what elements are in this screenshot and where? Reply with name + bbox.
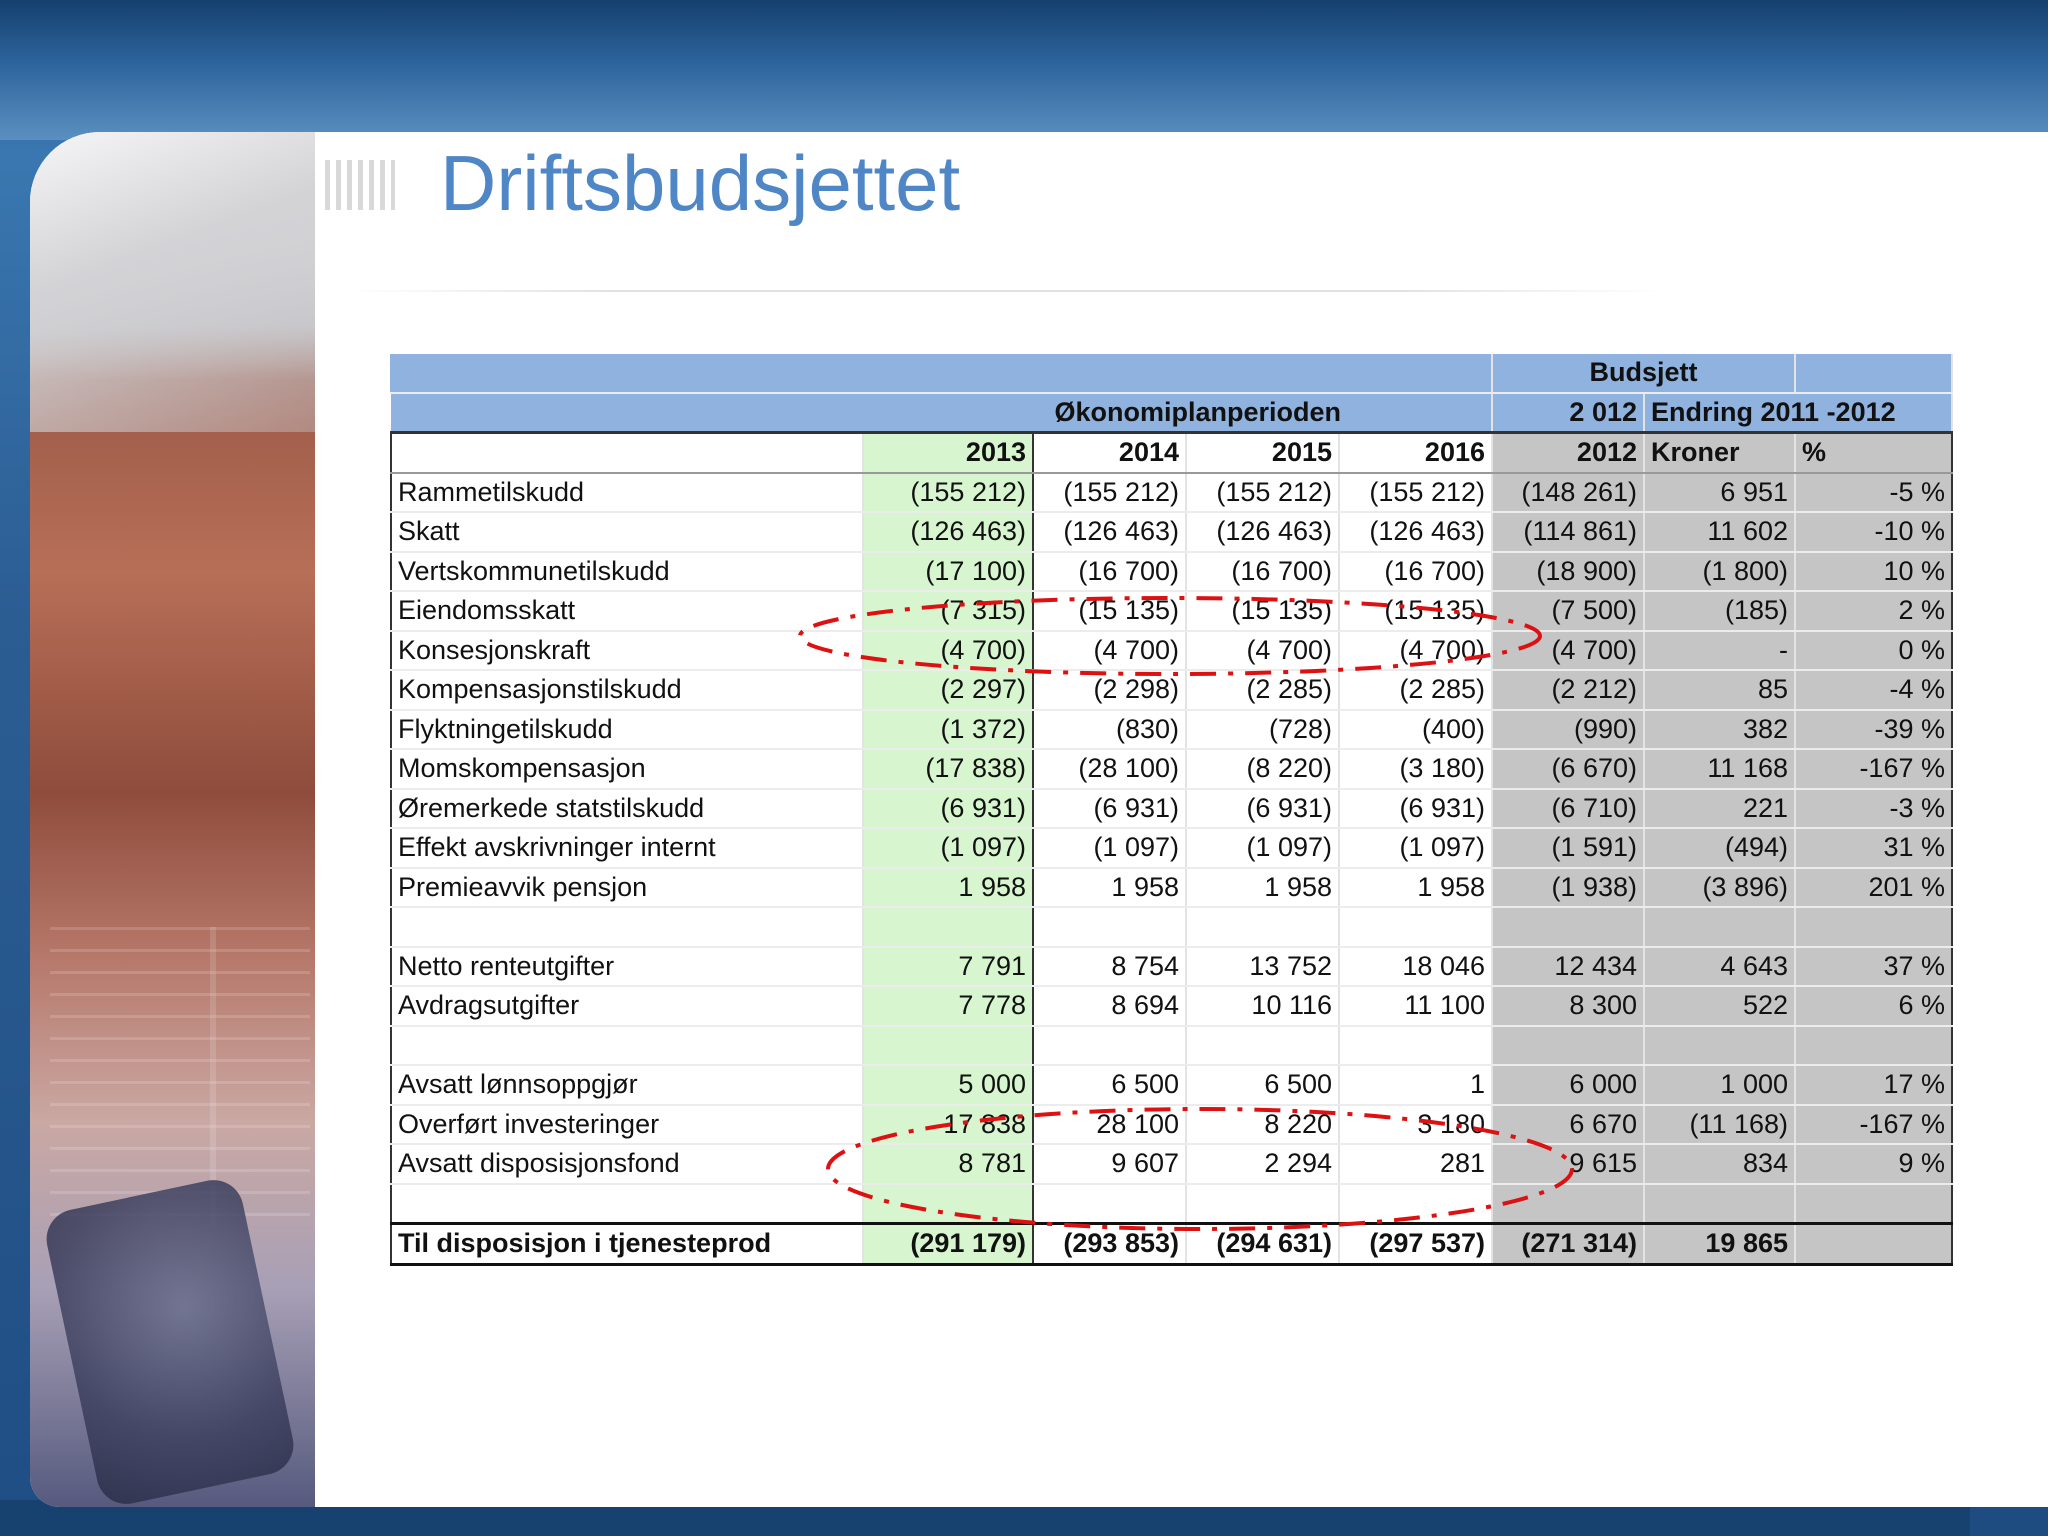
value-2015: (8 220): [1186, 749, 1339, 789]
value-2013: (2 297): [863, 670, 1033, 710]
column-header-percent: %: [1795, 433, 1952, 473]
table-row: [391, 828, 1952, 868]
value-2012: (1 938): [1492, 868, 1644, 908]
table-row: [391, 1184, 1952, 1224]
value-2014: 9 607: [1033, 1144, 1186, 1184]
total-row-label: Til disposisjon i tjenesteprod: [391, 1224, 863, 1265]
row-label: Eiendomsskatt: [391, 591, 863, 631]
value-2012: [1492, 1184, 1644, 1224]
table-row: [391, 789, 1952, 829]
table-row: [391, 710, 1952, 750]
row-label: Flyktningetilskudd: [391, 710, 863, 750]
value-2015: 8 220: [1186, 1105, 1339, 1145]
value-2012: 6 000: [1492, 1065, 1644, 1105]
value-2014: [1033, 1026, 1186, 1066]
value-2015: (1 097): [1186, 828, 1339, 868]
change-kroner: 4 643: [1644, 947, 1795, 987]
row-label: Overført investeringer: [391, 1105, 863, 1145]
value-2014: (15 135): [1033, 591, 1186, 631]
row-label: Momskompensasjon: [391, 749, 863, 789]
value-2013: 7 778: [863, 986, 1033, 1026]
value-2016: (155 212): [1339, 473, 1492, 513]
change-percent: -4 %: [1795, 670, 1952, 710]
change-percent: 9 %: [1795, 1144, 1952, 1184]
total-value-2016: (297 537): [1339, 1224, 1492, 1265]
value-2016: 281: [1339, 1144, 1492, 1184]
budget-year-header: 2 012: [1492, 393, 1644, 433]
value-2015: (126 463): [1186, 512, 1339, 552]
change-percent: 6 %: [1795, 986, 1952, 1026]
table-row: [391, 1144, 1952, 1184]
value-2015: 1 958: [1186, 868, 1339, 908]
change-percent: [1795, 1026, 1952, 1066]
top-banner: [0, 0, 2048, 140]
value-2012: (6 670): [1492, 749, 1644, 789]
value-2014: (830): [1033, 710, 1186, 750]
value-2013: (4 700): [863, 631, 1033, 671]
change-kroner: (185): [1644, 591, 1795, 631]
value-2016: 3 180: [1339, 1105, 1492, 1145]
value-2014: (4 700): [1033, 631, 1186, 671]
column-header-row: [391, 433, 1952, 473]
departure-board: [50, 927, 310, 1227]
value-2012: [1492, 1026, 1644, 1066]
column-header-kroner: Kroner: [1644, 433, 1795, 473]
table-row: [391, 670, 1952, 710]
column-header-2013: 2013: [863, 433, 1033, 473]
total-value-2014: (293 853): [1033, 1224, 1186, 1265]
value-2016: 11 100: [1339, 986, 1492, 1026]
change-percent: 17 %: [1795, 1065, 1952, 1105]
value-2013: (17 838): [863, 749, 1033, 789]
change-kroner: [1644, 907, 1795, 947]
change-percent: 0 %: [1795, 631, 1952, 671]
change-kroner: 382: [1644, 710, 1795, 750]
change-percent: [1795, 1184, 1952, 1224]
column-header-2016: 2016: [1339, 433, 1492, 473]
value-2012: (114 861): [1492, 512, 1644, 552]
table-row: [391, 631, 1952, 671]
change-kroner: (11 168): [1644, 1105, 1795, 1145]
total-value-2012: (271 314): [1492, 1224, 1644, 1265]
change-kroner: 834: [1644, 1144, 1795, 1184]
value-2013: (1 097): [863, 828, 1033, 868]
value-2012: 6 670: [1492, 1105, 1644, 1145]
value-2013: 8 781: [863, 1144, 1033, 1184]
change-percent: -3 %: [1795, 789, 1952, 829]
change-kroner: (494): [1644, 828, 1795, 868]
table-row: [391, 868, 1952, 908]
row-label: [391, 1026, 863, 1066]
value-2012: (4 700): [1492, 631, 1644, 671]
change-kroner: -: [1644, 631, 1795, 671]
row-label: Avsatt lønnsoppgjør: [391, 1065, 863, 1105]
value-2016: (1 097): [1339, 828, 1492, 868]
row-label: Rammetilskudd: [391, 473, 863, 513]
change-percent: 2 %: [1795, 591, 1952, 631]
row-label: Kompensasjonstilskudd: [391, 670, 863, 710]
value-2014: [1033, 1184, 1186, 1224]
row-label: Øremerkede statstilskudd: [391, 789, 863, 829]
change-header: Endring 2011 -2012: [1644, 393, 1952, 433]
value-2012: (7 500): [1492, 591, 1644, 631]
column-header-2014: 2014: [1033, 433, 1186, 473]
value-2016: (400): [1339, 710, 1492, 750]
column-header-2015: 2015: [1186, 433, 1339, 473]
value-2016: 1: [1339, 1065, 1492, 1105]
row-label: [391, 907, 863, 947]
total-value-2015: (294 631): [1186, 1224, 1339, 1265]
change-kroner: (3 896): [1644, 868, 1795, 908]
value-2013: (1 372): [863, 710, 1033, 750]
value-2016: [1339, 1184, 1492, 1224]
total-change-kroner: 19 865: [1644, 1224, 1795, 1265]
header-row-group: [391, 393, 1952, 433]
value-2015: (155 212): [1186, 473, 1339, 513]
value-2013: (17 100): [863, 552, 1033, 592]
value-2016: 18 046: [1339, 947, 1492, 987]
title-divider: [345, 290, 1665, 292]
value-2014: (126 463): [1033, 512, 1186, 552]
table-row: [391, 947, 1952, 987]
title-grip-decoration: [325, 160, 395, 210]
value-2012: 12 434: [1492, 947, 1644, 987]
table-row: [391, 907, 1952, 947]
period-header: Økonomiplanperioden: [391, 393, 1492, 433]
value-2016: (4 700): [1339, 631, 1492, 671]
value-2013: 17 838: [863, 1105, 1033, 1145]
budget-header: Budsjett: [1492, 354, 1795, 393]
value-2014: (28 100): [1033, 749, 1186, 789]
change-percent: [1795, 907, 1952, 947]
value-2013: [863, 907, 1033, 947]
change-percent: -10 %: [1795, 512, 1952, 552]
row-label: Avsatt disposisjonsfond: [391, 1144, 863, 1184]
change-percent: -5 %: [1795, 473, 1952, 513]
value-2012: (6 710): [1492, 789, 1644, 829]
change-kroner: 11 602: [1644, 512, 1795, 552]
value-2016: (16 700): [1339, 552, 1492, 592]
value-2013: [863, 1184, 1033, 1224]
value-2013: 5 000: [863, 1065, 1033, 1105]
change-kroner: [1644, 1184, 1795, 1224]
table-row: [391, 749, 1952, 789]
header-row-top: [391, 354, 1952, 393]
value-2013: [863, 1026, 1033, 1066]
value-2013: (155 212): [863, 473, 1033, 513]
change-kroner: 11 168: [1644, 749, 1795, 789]
change-percent: 201 %: [1795, 868, 1952, 908]
value-2014: 1 958: [1033, 868, 1186, 908]
value-2014: (1 097): [1033, 828, 1186, 868]
value-2015: (2 285): [1186, 670, 1339, 710]
change-kroner: 221: [1644, 789, 1795, 829]
change-kroner: 6 951: [1644, 473, 1795, 513]
slide-title: Driftsbudsjettet: [440, 139, 961, 227]
value-2012: (148 261): [1492, 473, 1644, 513]
value-2013: (126 463): [863, 512, 1033, 552]
change-kroner: [1644, 1026, 1795, 1066]
table-row: [391, 1065, 1952, 1105]
value-2012: 9 615: [1492, 1144, 1644, 1184]
total-value-2013: (291 179): [863, 1224, 1033, 1265]
value-2016: [1339, 1026, 1492, 1066]
value-2014: (155 212): [1033, 473, 1186, 513]
value-2016: (3 180): [1339, 749, 1492, 789]
table-row: [391, 986, 1952, 1026]
change-percent: -167 %: [1795, 1105, 1952, 1145]
value-2012: (1 591): [1492, 828, 1644, 868]
value-2013: 7 791: [863, 947, 1033, 987]
row-label: Netto renteutgifter: [391, 947, 863, 987]
table-row: [391, 1105, 1952, 1145]
value-2015: [1186, 1026, 1339, 1066]
value-2015: (4 700): [1186, 631, 1339, 671]
value-2015: (15 135): [1186, 591, 1339, 631]
value-2014: (6 931): [1033, 789, 1186, 829]
value-2016: (15 135): [1339, 591, 1492, 631]
value-2014: (16 700): [1033, 552, 1186, 592]
value-2012: (990): [1492, 710, 1644, 750]
value-2014: (2 298): [1033, 670, 1186, 710]
value-2013: (6 931): [863, 789, 1033, 829]
value-2015: [1186, 907, 1339, 947]
value-2013: (7 315): [863, 591, 1033, 631]
value-2014: 8 694: [1033, 986, 1186, 1026]
value-2015: (16 700): [1186, 552, 1339, 592]
change-percent: -167 %: [1795, 749, 1952, 789]
row-label: Effekt avskrivninger internt: [391, 828, 863, 868]
change-kroner: 1 000: [1644, 1065, 1795, 1105]
value-2015: (6 931): [1186, 789, 1339, 829]
table-row: [391, 591, 1952, 631]
value-2012: (18 900): [1492, 552, 1644, 592]
value-2014: 8 754: [1033, 947, 1186, 987]
value-2016: 1 958: [1339, 868, 1492, 908]
value-2014: 28 100: [1033, 1105, 1186, 1145]
value-2012: [1492, 907, 1644, 947]
change-percent: 10 %: [1795, 552, 1952, 592]
table-row: [391, 473, 1952, 513]
value-2015: 6 500: [1186, 1065, 1339, 1105]
value-2016: [1339, 907, 1492, 947]
value-2016: (2 285): [1339, 670, 1492, 710]
change-percent: 37 %: [1795, 947, 1952, 987]
row-label: Avdragsutgifter: [391, 986, 863, 1026]
budget-table: [390, 354, 1953, 1266]
value-2016: (126 463): [1339, 512, 1492, 552]
table-row: [391, 512, 1952, 552]
row-label: Vertskommunetilskudd: [391, 552, 863, 592]
column-header-label: [391, 433, 863, 473]
column-header-2012: 2012: [1492, 433, 1644, 473]
change-kroner: 85: [1644, 670, 1795, 710]
value-2014: 6 500: [1033, 1065, 1186, 1105]
value-2012: 8 300: [1492, 986, 1644, 1026]
table-row: [391, 552, 1952, 592]
table-row: [391, 1026, 1952, 1066]
value-2015: 10 116: [1186, 986, 1339, 1026]
value-2012: (2 212): [1492, 670, 1644, 710]
value-2014: [1033, 907, 1186, 947]
value-2015: [1186, 1184, 1339, 1224]
change-kroner: (1 800): [1644, 552, 1795, 592]
row-label: [391, 1184, 863, 1224]
calculator-photo: [30, 132, 315, 1507]
change-kroner: 522: [1644, 986, 1795, 1026]
total-change-percent: [1795, 1224, 1952, 1265]
value-2016: (6 931): [1339, 789, 1492, 829]
row-label: Skatt: [391, 512, 863, 552]
total-row: [391, 1224, 1952, 1265]
row-label: Konsesjonskraft: [391, 631, 863, 671]
value-2015: 2 294: [1186, 1144, 1339, 1184]
change-percent: 31 %: [1795, 828, 1952, 868]
row-label: Premieavvik pensjon: [391, 868, 863, 908]
value-2013: 1 958: [863, 868, 1033, 908]
value-2015: (728): [1186, 710, 1339, 750]
value-2015: 13 752: [1186, 947, 1339, 987]
change-percent: -39 %: [1795, 710, 1952, 750]
